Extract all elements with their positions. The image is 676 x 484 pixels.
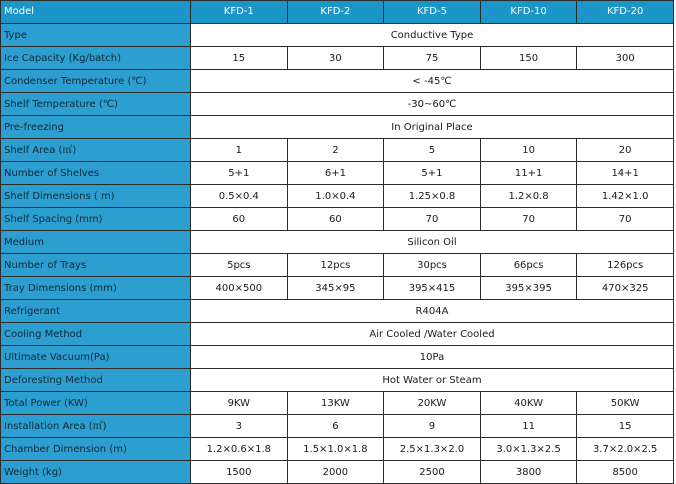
row-label: Ultimate Vacuum(Pa) (1, 346, 191, 369)
table-row (1, 346, 674, 369)
value-cell: 30pcs (384, 254, 481, 277)
value-cell: 66pcs (480, 254, 577, 277)
table-row (1, 70, 674, 93)
value-cell: 1 (191, 139, 288, 162)
table-row (1, 139, 674, 162)
value-cell: 11+1 (480, 162, 577, 185)
table-row (1, 47, 674, 70)
value-cell: 9 (384, 415, 481, 438)
row-label: Ice Capacity (Kg/batch) (1, 47, 191, 70)
row-label: Number of Shelves (1, 162, 191, 185)
value-cell: 300 (577, 47, 674, 70)
value-cell: 150 (480, 47, 577, 70)
header-model: KFD-2 (287, 1, 384, 24)
value-cell: 5pcs (191, 254, 288, 277)
merged-value-cell: Conductive Type (191, 24, 674, 47)
header-model: KFD-1 (191, 1, 288, 24)
value-cell: 5 (384, 139, 481, 162)
value-cell: 50KW (577, 392, 674, 415)
value-cell: 5+1 (191, 162, 288, 185)
row-label: Deforesting Method (1, 369, 191, 392)
value-cell: 13KW (287, 392, 384, 415)
value-cell: 1.42×1.0 (577, 185, 674, 208)
value-cell: 470×325 (577, 277, 674, 300)
value-cell: 70 (480, 208, 577, 231)
value-cell: 10 (480, 139, 577, 162)
row-label: Refrigerant (1, 300, 191, 323)
merged-value-cell: -30~60℃ (191, 93, 674, 116)
table-row (1, 277, 674, 300)
value-cell: 70 (577, 208, 674, 231)
table-row (1, 24, 674, 47)
value-cell: 126pcs (577, 254, 674, 277)
value-cell: 2.5×1.3×2.0 (384, 438, 481, 461)
table-row (1, 254, 674, 277)
value-cell: 400×500 (191, 277, 288, 300)
value-cell: 395×415 (384, 277, 481, 300)
value-cell: 2500 (384, 461, 481, 484)
table-row (1, 208, 674, 231)
row-label: Weight (kg) (1, 461, 191, 484)
table-row (1, 231, 674, 254)
row-label: Shelf Area (㎡) (1, 139, 191, 162)
value-cell: 5+1 (384, 162, 481, 185)
value-cell: 12pcs (287, 254, 384, 277)
value-cell: 8500 (577, 461, 674, 484)
value-cell: 1.25×0.8 (384, 185, 481, 208)
merged-value-cell: In Original Place (191, 116, 674, 139)
value-cell: 1500 (191, 461, 288, 484)
value-cell: 20KW (384, 392, 481, 415)
header-param: Model (1, 1, 191, 24)
header-model: KFD-20 (577, 1, 674, 24)
table-row (1, 392, 674, 415)
row-label: Pre-freezing (1, 116, 191, 139)
value-cell: 15 (191, 47, 288, 70)
merged-value-cell: R404A (191, 300, 674, 323)
row-label: Shelf Dimensions ( m) (1, 185, 191, 208)
table-row (1, 162, 674, 185)
header-model: KFD-10 (480, 1, 577, 24)
row-label: Condenser Temperature (℃) (1, 70, 191, 93)
merged-value-cell: Air Cooled /Water Cooled (191, 323, 674, 346)
table-row (1, 116, 674, 139)
value-cell: 11 (480, 415, 577, 438)
row-label: Medium (1, 231, 191, 254)
table-header-row (1, 1, 674, 24)
merged-value-cell: < -45℃ (191, 70, 674, 93)
table-row (1, 369, 674, 392)
row-label: Installation Area (㎡) (1, 415, 191, 438)
table-row (1, 185, 674, 208)
value-cell: 9KW (191, 392, 288, 415)
value-cell: 60 (287, 208, 384, 231)
merged-value-cell: Silicon Oil (191, 231, 674, 254)
row-label: Number of Trays (1, 254, 191, 277)
row-label: Total Power (KW) (1, 392, 191, 415)
value-cell: 6 (287, 415, 384, 438)
value-cell: 60 (191, 208, 288, 231)
row-label: Shelf Temperature (℃) (1, 93, 191, 116)
table-row (1, 323, 674, 346)
value-cell: 345×95 (287, 277, 384, 300)
table-row (1, 438, 674, 461)
table-body (1, 24, 674, 484)
value-cell: 1.0×0.4 (287, 185, 384, 208)
row-label: Cooling Method (1, 323, 191, 346)
value-cell: 75 (384, 47, 481, 70)
value-cell: 2 (287, 139, 384, 162)
value-cell: 1.5×1.0×1.8 (287, 438, 384, 461)
value-cell: 395×395 (480, 277, 577, 300)
table-row (1, 461, 674, 484)
table-row (1, 300, 674, 323)
table-row (1, 93, 674, 116)
row-label: Chamber Dimension (m) (1, 438, 191, 461)
table-row (1, 415, 674, 438)
value-cell: 3800 (480, 461, 577, 484)
value-cell: 6+1 (287, 162, 384, 185)
value-cell: 2000 (287, 461, 384, 484)
merged-value-cell: 10Pa (191, 346, 674, 369)
value-cell: 20 (577, 139, 674, 162)
value-cell: 3.7×2.0×2.5 (577, 438, 674, 461)
value-cell: 40KW (480, 392, 577, 415)
value-cell: 3.0×1.3×2.5 (480, 438, 577, 461)
row-label: Type (1, 24, 191, 47)
value-cell: 3 (191, 415, 288, 438)
value-cell: 0.5×0.4 (191, 185, 288, 208)
merged-value-cell: Hot Water or Steam (191, 369, 674, 392)
row-label: Shelf Spacing (mm) (1, 208, 191, 231)
value-cell: 70 (384, 208, 481, 231)
value-cell: 1.2×0.8 (480, 185, 577, 208)
value-cell: 30 (287, 47, 384, 70)
row-label: Tray Dimensions (mm) (1, 277, 191, 300)
value-cell: 1.2×0.6×1.8 (191, 438, 288, 461)
value-cell: 14+1 (577, 162, 674, 185)
header-model: KFD-5 (384, 1, 481, 24)
value-cell: 15 (577, 415, 674, 438)
